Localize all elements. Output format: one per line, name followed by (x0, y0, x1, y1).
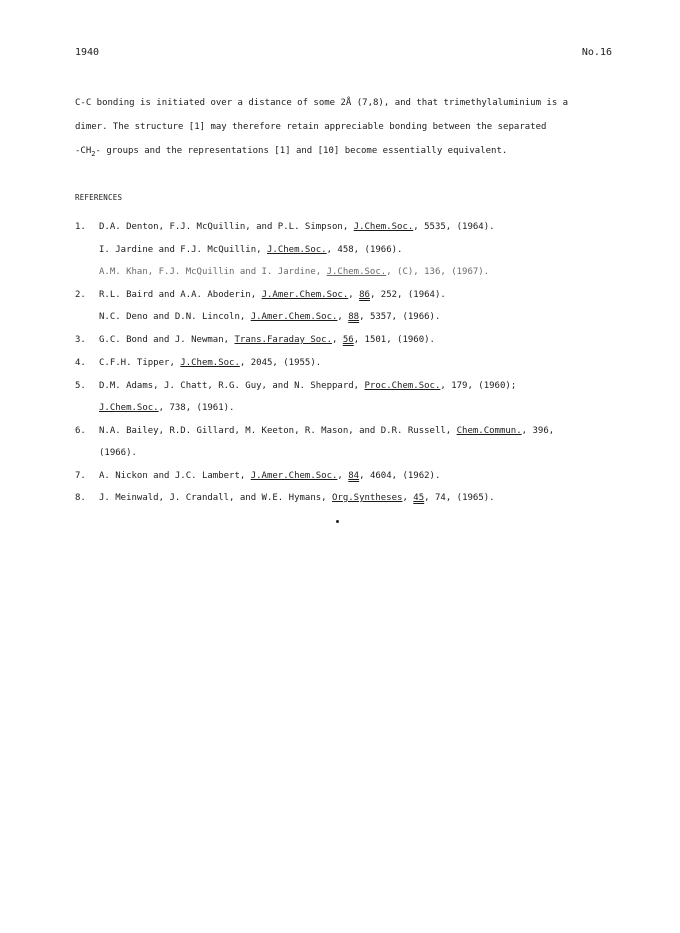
journal-issue: No.16 (581, 47, 612, 58)
journal-name: J.Amer.Chem.Soc. (261, 290, 349, 300)
journal-name: J.Chem.Soc. (180, 358, 240, 368)
reference-item: I. Jardine and F.J. McQuillin, J.Chem.Soc., 458, (1966). (99, 245, 403, 255)
references-heading: REFERENCES (75, 193, 123, 202)
body-line: C-C bonding is initiated over a distance of some 2Å (7,8), and that trimethylaluminium is a (75, 98, 569, 108)
body-line: $-CH_2-$ groups and the representations [1] and [10] become essentially equivalent. (75, 146, 508, 158)
journal-name: J.Chem.Soc. (266, 245, 327, 255)
reference-item: 7. A. Nickon and J.C. Lambert, J.Amer.Chem.Soc., 84, 4604, (1962). (75, 471, 441, 481)
journal-name: J.Amer.Chem.Soc. (250, 471, 338, 481)
volume-number: 88 (348, 312, 360, 322)
reference-item: 3. G.C. Bond and J. Newman, Trans.Faraday Soc., 56, 1501, (1960). (75, 335, 435, 345)
journal-name: Org.Syntheses (332, 493, 403, 503)
reference-item: 5. D.M. Adams, J. Chatt, R.G. Guy, and N. Sheppard, Proc.Chem.Soc., 179, (1960); (75, 381, 517, 391)
journal-name: J.Chem.Soc. (99, 403, 159, 413)
journal-name: J.Amer.Chem.Soc. (250, 312, 338, 322)
ink-dot (336, 520, 339, 523)
reference-item: 8. J. Meinwald, J. Crandall, and W.E. Hymans, Org.Syntheses, 45, 74, (1965). (75, 493, 495, 503)
body-paragraph (75, 91, 615, 163)
volume-number: 45 (413, 493, 425, 503)
body-line: dimer. The structure [1] may therefore retain appreciable bonding between the separated (75, 122, 547, 132)
reference-item: 2. R.L. Baird and A.A. Aboderin, J.Amer.Chem.Soc., 86, 252, (1964). (75, 290, 446, 300)
volume-number: 86 (359, 290, 370, 300)
journal-name: Trans.Faraday Soc. (234, 335, 333, 345)
page-number: 1940 (75, 47, 100, 58)
journal-name: Chem.Commun. (456, 426, 522, 436)
reference-item: J.Chem.Soc., 738, (1961). (99, 403, 235, 413)
reference-item: A.M. Khan, F.J. McQuillin and I. Jardine, J.Chem.Soc., (C), 136, (1967). (99, 267, 490, 277)
reference-item: (1966). (99, 448, 137, 458)
reference-item: N.C. Deno and D.N. Lincoln, J.Amer.Chem.Soc., 88, 5357, (1966). (99, 312, 441, 322)
journal-name: J.Chem.Soc. (326, 267, 387, 277)
volume-number: 56 (342, 335, 354, 345)
reference-item: 6. N.A. Bailey, R.D. Gillard, M. Keeton, R. Mason, and D.R. Russell, Chem.Commun., 396, (75, 426, 555, 436)
reference-item: 1. D.A. Denton, F.J. McQuillin, and P.L. Simpson, J.Chem.Soc., 5535, (1964). (75, 222, 495, 232)
journal-name: Proc.Chem.Soc. (364, 381, 441, 391)
volume-number: 84 (348, 471, 360, 481)
reference-item: 4. C.F.H. Tipper, J.Chem.Soc., 2045, (1955). (75, 358, 322, 368)
journal-name: J.Chem.Soc. (353, 222, 414, 232)
